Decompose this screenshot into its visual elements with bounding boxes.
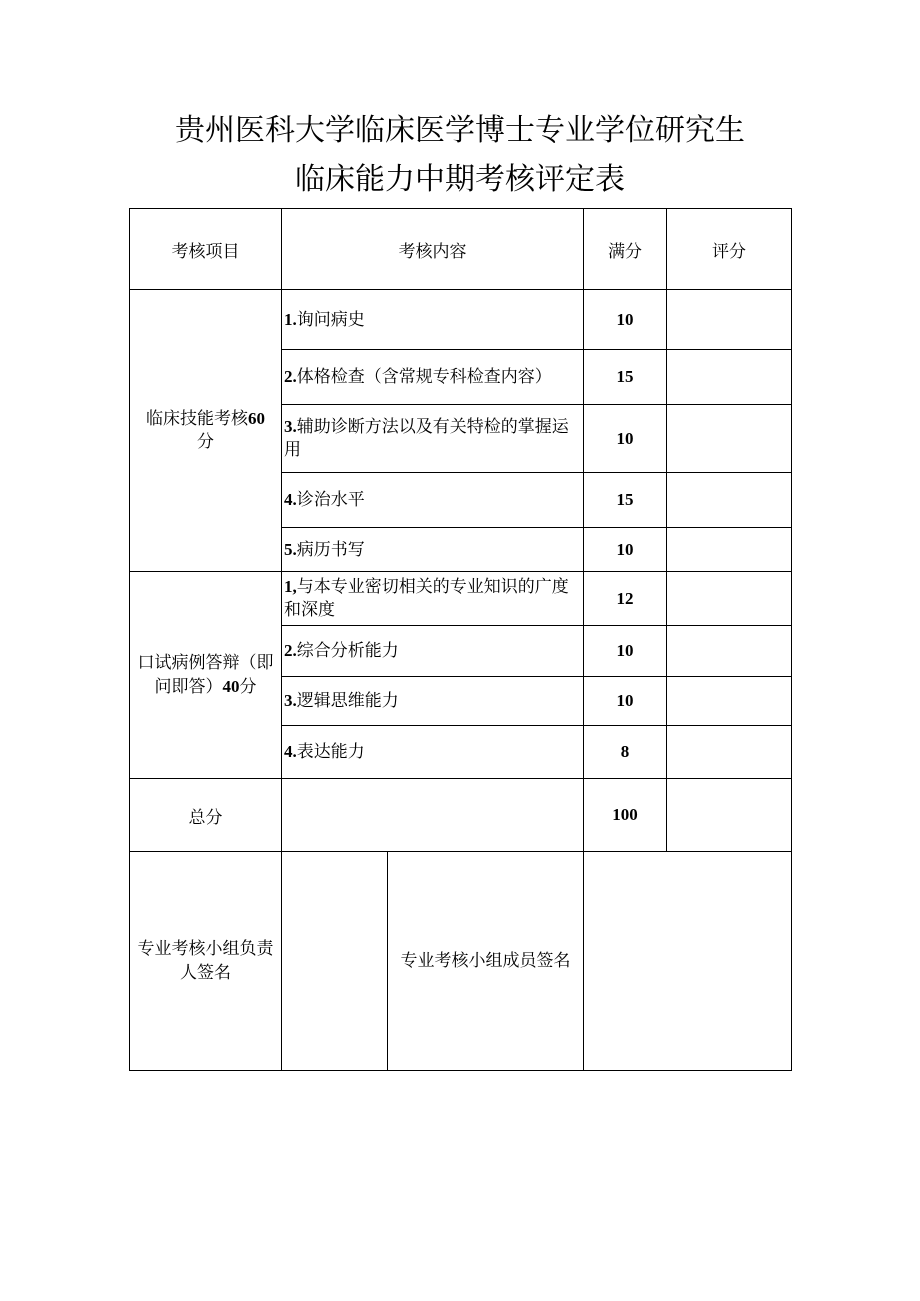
score-input-cell[interactable] xyxy=(667,528,792,572)
content-cell xyxy=(282,677,584,726)
item-number: 1, xyxy=(284,577,297,596)
total-row xyxy=(130,779,792,852)
item-number: 2. xyxy=(284,641,297,660)
table-row xyxy=(130,290,792,350)
content-cell xyxy=(282,528,584,572)
oral-category xyxy=(130,572,282,779)
full-score-cell: 10 xyxy=(584,626,667,677)
oral-category-suffix: 分 xyxy=(239,676,257,697)
oral-category-points: 40 xyxy=(222,676,240,696)
clinical-category-prefix: 临床技能考核 xyxy=(146,409,248,429)
score-input-cell[interactable] xyxy=(667,626,792,677)
item-number: 1. xyxy=(284,309,297,329)
item-text: 体格检查（含常规专科检查内容） xyxy=(296,367,552,387)
score-input-cell[interactable] xyxy=(667,726,792,779)
score-input-cell[interactable] xyxy=(667,473,792,528)
oral-category-prefix: 口试病例答辩（即问即答） xyxy=(137,652,274,697)
full-score-cell: 15 xyxy=(584,473,667,528)
members-signature-label: 专业考核小组成员签名 xyxy=(388,852,584,1071)
item-text: 病历书写 xyxy=(296,539,365,560)
signature-row xyxy=(130,852,792,1071)
clinical-category-suffix: 分 xyxy=(197,432,214,452)
item-text: 诊治水平 xyxy=(296,490,365,510)
header-score: 评分 xyxy=(667,209,792,290)
score-input-cell[interactable] xyxy=(667,677,792,726)
full-score-cell: 15 xyxy=(584,350,667,405)
total-label: 总分 xyxy=(130,779,282,852)
full-score-cell: 8 xyxy=(584,726,667,779)
item-text: 辅助诊断方法以及有关特检的掌握运用 xyxy=(284,417,569,460)
assessment-table xyxy=(129,208,792,1071)
table-row xyxy=(130,572,792,626)
score-input-cell[interactable] xyxy=(667,350,792,405)
total-full-score: 100 xyxy=(584,779,667,852)
full-score-cell: 12 xyxy=(584,572,667,626)
score-input-cell[interactable] xyxy=(667,572,792,626)
content-cell xyxy=(282,290,584,350)
total-content-cell xyxy=(282,779,584,852)
item-number: 3. xyxy=(284,691,297,710)
full-score-cell: 10 xyxy=(584,528,667,572)
header-item: 考核项目 xyxy=(130,209,282,290)
score-input-cell[interactable] xyxy=(667,405,792,473)
content-cell xyxy=(282,350,584,405)
full-score-cell: 10 xyxy=(584,677,667,726)
members-signature-field[interactable] xyxy=(584,852,792,1071)
item-number: 4. xyxy=(284,742,297,761)
clinical-category-points: 60 xyxy=(248,409,265,428)
form-title-line-1: 贵州医科大学临床医学博士专业学位研究生 xyxy=(175,113,745,148)
item-number: 2. xyxy=(284,367,297,386)
item-number: 3. xyxy=(284,417,297,436)
full-score-cell: 10 xyxy=(584,405,667,473)
item-text: 逻辑思维能力 xyxy=(296,691,399,711)
header-row xyxy=(130,209,792,290)
header-content: 考核内容 xyxy=(282,209,584,290)
total-score-input-cell[interactable] xyxy=(667,779,792,852)
clinical-category xyxy=(130,290,282,572)
item-text: 与本专业密切相关的专业知识的广度和深度 xyxy=(284,577,569,620)
score-input-cell[interactable] xyxy=(667,290,792,350)
content-cell xyxy=(282,726,584,779)
leader-signature-label: 专业考核小组负责人签名 xyxy=(130,852,282,1071)
item-number: 5. xyxy=(284,539,297,559)
leader-signature-field[interactable] xyxy=(282,852,388,1071)
content-cell xyxy=(282,626,584,677)
content-cell xyxy=(282,405,584,473)
item-text: 综合分析能力 xyxy=(296,641,399,661)
item-number: 4. xyxy=(284,490,297,509)
content-cell xyxy=(282,572,584,626)
content-cell xyxy=(282,473,584,528)
form-title-line-2: 临床能力中期考核评定表 xyxy=(295,162,625,197)
item-text: 询问病史 xyxy=(296,309,365,330)
item-text: 表达能力 xyxy=(296,742,365,762)
full-score-cell: 10 xyxy=(584,290,667,350)
header-full-score: 满分 xyxy=(584,209,667,290)
